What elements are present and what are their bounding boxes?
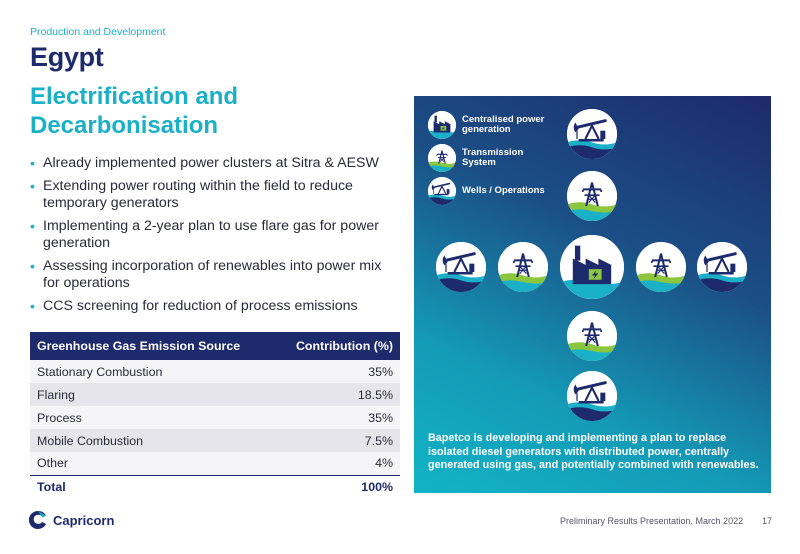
node-tower-left bbox=[498, 242, 548, 292]
pump-jack-icon bbox=[428, 177, 456, 205]
bullet-item: • CCS screening for reduction of process emissions bbox=[30, 298, 400, 315]
page-number: 17 bbox=[762, 516, 773, 526]
cell-source: Stationary Combustion bbox=[30, 360, 275, 383]
table-row bbox=[30, 429, 400, 452]
power-plant-icon bbox=[560, 235, 624, 299]
node-tower-bottom bbox=[567, 311, 617, 361]
legend-item-power-generation bbox=[428, 111, 557, 139]
cell-value: 35% bbox=[275, 406, 400, 429]
cell-value: 7.5% bbox=[275, 429, 400, 452]
capricorn-logo-icon bbox=[28, 510, 48, 530]
page-title: Egypt bbox=[30, 42, 104, 72]
legend-label: Centralised power generation bbox=[462, 113, 545, 135]
cell-value: 18.5% bbox=[275, 383, 400, 406]
company-name: Capricorn bbox=[53, 512, 115, 528]
cell-value: 4% bbox=[275, 452, 400, 475]
table-row bbox=[30, 383, 400, 406]
emissions-table bbox=[30, 332, 400, 498]
node-well-top bbox=[567, 109, 617, 159]
column-header-source: Greenhouse Gas Emission Source bbox=[30, 332, 275, 360]
column-header-contribution: Contribution (%) bbox=[275, 332, 400, 360]
pump-jack-icon bbox=[436, 242, 486, 292]
legend-item-wells bbox=[428, 177, 557, 205]
table-total-row bbox=[30, 475, 400, 498]
page-subtitle: Electrification and Decarbonisation bbox=[30, 83, 239, 139]
node-tower-right bbox=[636, 242, 686, 292]
cell-value: 35% bbox=[275, 360, 400, 383]
pump-jack-icon bbox=[567, 109, 617, 159]
transmission-tower-icon bbox=[567, 311, 617, 361]
bullet-item: • Implementing a 2-year plan to use flare gas for power generation bbox=[30, 218, 400, 252]
cell-source: Flaring bbox=[30, 383, 275, 406]
bullet-list bbox=[30, 155, 400, 321]
table-row bbox=[30, 360, 400, 383]
bullet-item: • Already implemented power clusters at Sitra & AESW bbox=[30, 155, 400, 172]
transmission-tower-icon bbox=[498, 242, 548, 292]
node-power-plant-center bbox=[560, 235, 624, 299]
cell-source: Other bbox=[30, 452, 275, 475]
pump-jack-icon bbox=[567, 371, 617, 421]
cell-total-label: Total bbox=[30, 475, 275, 498]
footer-presentation-title: Preliminary Results Presentation, March 2022 bbox=[560, 516, 744, 526]
legend-label: Wells / Operations bbox=[462, 184, 545, 196]
table-row bbox=[30, 406, 400, 429]
legend-item-transmission bbox=[428, 144, 557, 172]
node-tower-top bbox=[567, 171, 617, 221]
electrification-diagram-panel bbox=[414, 96, 771, 493]
diagram-caption: Bapetco is developing and implementing a plan to replace isolated diesel generators with distributed power, centrally generated using gas, and potentially combined with renewables. bbox=[428, 432, 759, 471]
breadcrumb: Production and Development bbox=[30, 26, 166, 38]
node-well-bottom bbox=[567, 371, 617, 421]
bullet-item: • Assessing incorporation of renewables into power mix for operations bbox=[30, 258, 400, 292]
bullet-item: • Extending power routing within the field to reduce temporary generators bbox=[30, 178, 400, 212]
cell-source: Mobile Combustion bbox=[30, 429, 275, 452]
legend-label: Transmission System bbox=[462, 146, 524, 168]
table-header-row bbox=[30, 332, 400, 360]
transmission-tower-icon bbox=[428, 144, 456, 172]
company-logo bbox=[28, 510, 114, 530]
node-well-right bbox=[697, 242, 747, 292]
pump-jack-icon bbox=[697, 242, 747, 292]
power-plant-icon bbox=[428, 111, 456, 139]
cell-total-value: 100% bbox=[275, 475, 400, 498]
cell-source: Process bbox=[30, 406, 275, 429]
node-well-left bbox=[436, 242, 486, 292]
table-row bbox=[30, 452, 400, 475]
transmission-tower-icon bbox=[567, 171, 617, 221]
transmission-tower-icon bbox=[636, 242, 686, 292]
